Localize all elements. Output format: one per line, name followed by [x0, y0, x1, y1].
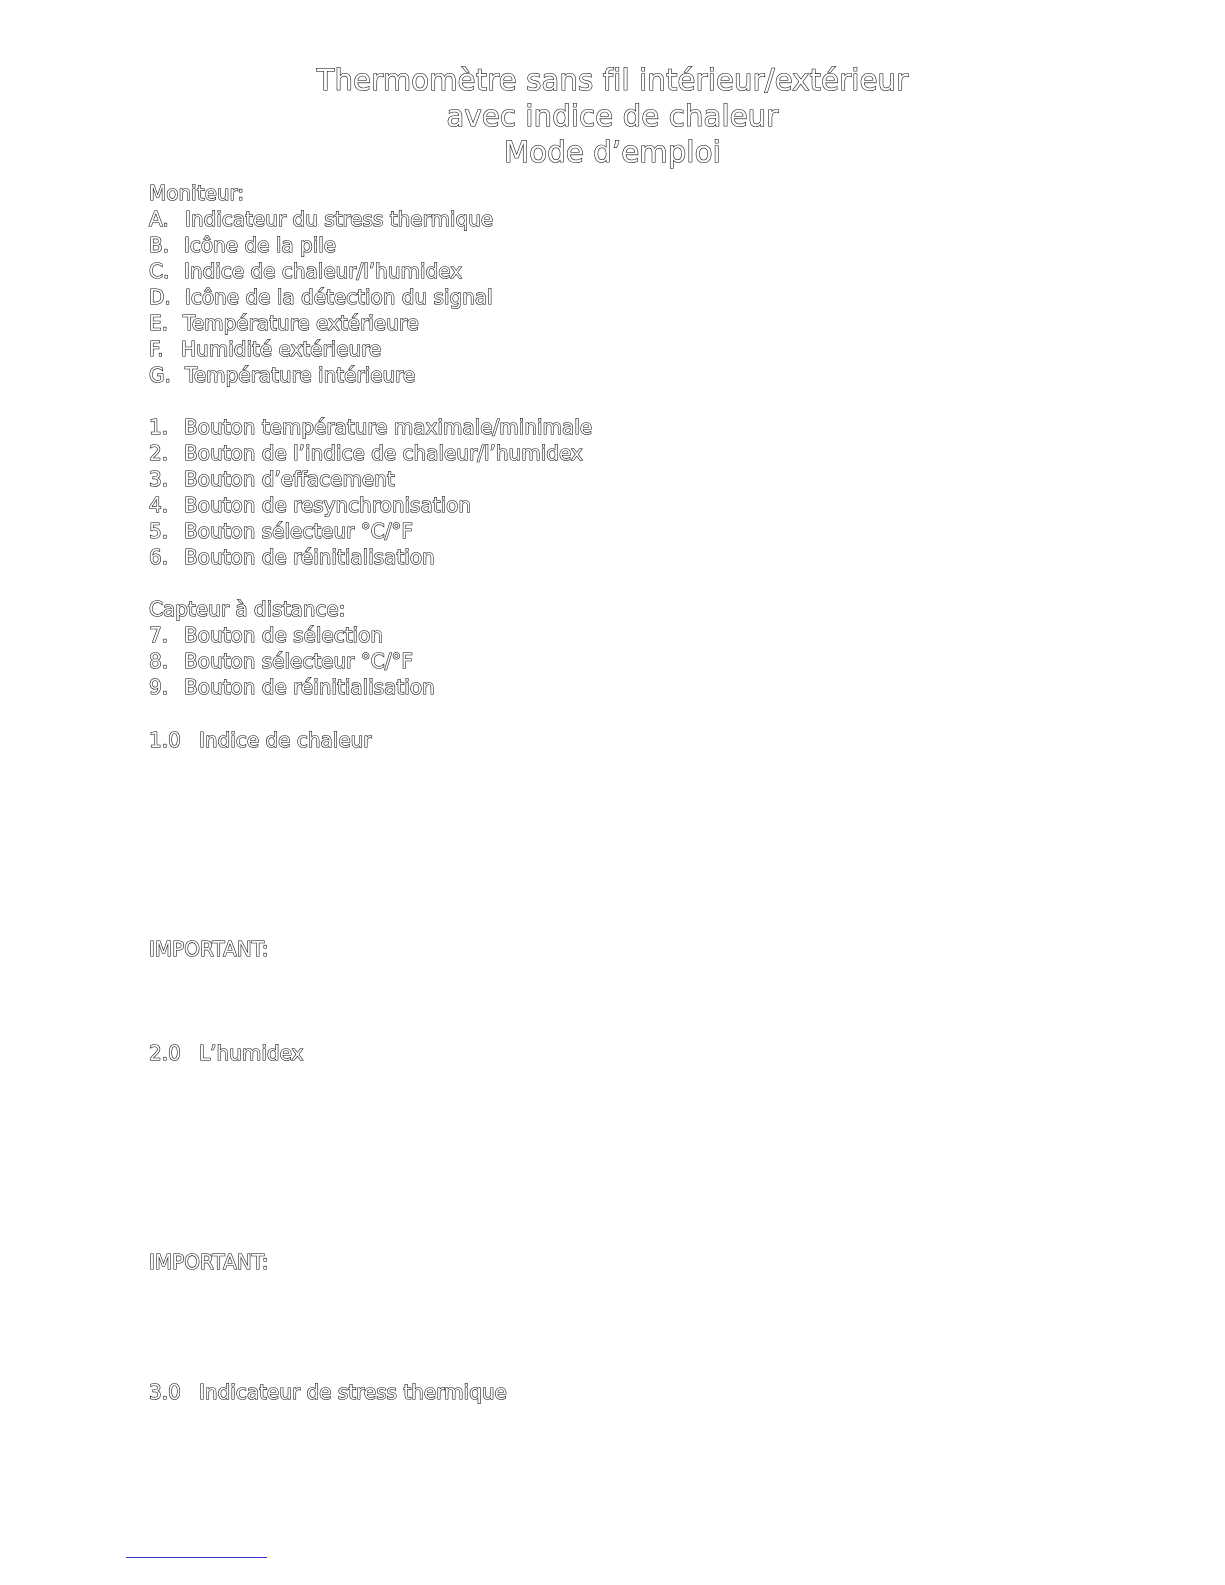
section-heat-index [149, 727, 372, 753]
item-key: 6. [149, 545, 169, 569]
item-key: 3. [149, 467, 169, 491]
section-title: L’humidex [199, 1041, 304, 1065]
item-label: Icône de la pile [184, 233, 337, 257]
button-item-4 [149, 492, 471, 518]
monitor-item-a [149, 206, 493, 232]
item-key: 9. [149, 675, 169, 699]
item-key: 5. [149, 519, 169, 543]
item-label: Indice de chaleur/l’humidex [184, 259, 463, 283]
item-label: Température intérieure [185, 363, 416, 387]
sensor-heading: Capteur à distance: [149, 597, 346, 621]
item-key: A. [149, 207, 169, 231]
button-item-2 [149, 440, 583, 466]
section-heat-stress [149, 1379, 507, 1405]
monitor-item-g [149, 362, 415, 388]
button-item-6 [149, 544, 435, 570]
section-title: Indice de chaleur [199, 728, 372, 752]
section-humidex [149, 1040, 303, 1066]
item-label: Icône de la détection du signal [185, 285, 493, 309]
important-heading: IMPORTANT: [149, 1250, 269, 1274]
item-key: D. [149, 285, 171, 309]
button-item-3 [149, 466, 395, 492]
item-key: 8. [149, 649, 169, 673]
item-label: Bouton de réinitialisation [184, 545, 435, 569]
section-number: 3.0 [149, 1380, 181, 1404]
monitor-item-e [149, 310, 419, 336]
sensor-item-9 [149, 674, 435, 700]
monitor-item-c [149, 258, 462, 284]
item-key: E. [149, 311, 168, 335]
item-key: C. [149, 259, 170, 283]
section-title: Indicateur de stress thermique [199, 1380, 507, 1404]
item-label: Humidité extérieure [181, 337, 382, 361]
sensor-item-7 [149, 622, 383, 648]
item-label: Bouton de l’indice de chaleur/l’humidex [184, 441, 583, 465]
item-key: G. [149, 363, 171, 387]
item-key: F. [149, 337, 164, 361]
document-title-line-1: Thermomètre sans fil intérieur/extérieur [316, 63, 909, 97]
item-label: Bouton de sélection [184, 623, 383, 647]
section-number: 1.0 [149, 728, 181, 752]
item-key: 4. [149, 493, 169, 517]
monitor-heading: Moniteur: [149, 181, 245, 205]
item-key: B. [149, 233, 170, 257]
item-label: Bouton température maximale/minimale [184, 415, 593, 439]
document-title-line-2: avec indice de chaleur [446, 99, 779, 133]
important-heading: IMPORTANT: [149, 937, 269, 961]
button-item-1 [149, 414, 592, 440]
item-label: Bouton sélecteur °C/°F [184, 519, 413, 543]
section-number: 2.0 [149, 1041, 181, 1065]
item-label: Indicateur du stress thermique [185, 207, 494, 231]
item-key: 1. [149, 415, 169, 439]
footnote-rule [126, 1557, 267, 1558]
item-key: 7. [149, 623, 169, 647]
sensor-item-8 [149, 648, 413, 674]
item-key: 2. [149, 441, 169, 465]
item-label: Bouton sélecteur °C/°F [184, 649, 413, 673]
document-title-line-3: Mode d’emploi [504, 135, 721, 169]
item-label: Bouton d’effacement [184, 467, 395, 491]
button-item-5 [149, 518, 413, 544]
monitor-item-b [149, 232, 336, 258]
item-label: Température extérieure [183, 311, 419, 335]
item-label: Bouton de réinitialisation [184, 675, 435, 699]
monitor-item-d [149, 284, 493, 310]
item-label: Bouton de resynchronisation [184, 493, 472, 517]
monitor-item-f [149, 336, 381, 362]
